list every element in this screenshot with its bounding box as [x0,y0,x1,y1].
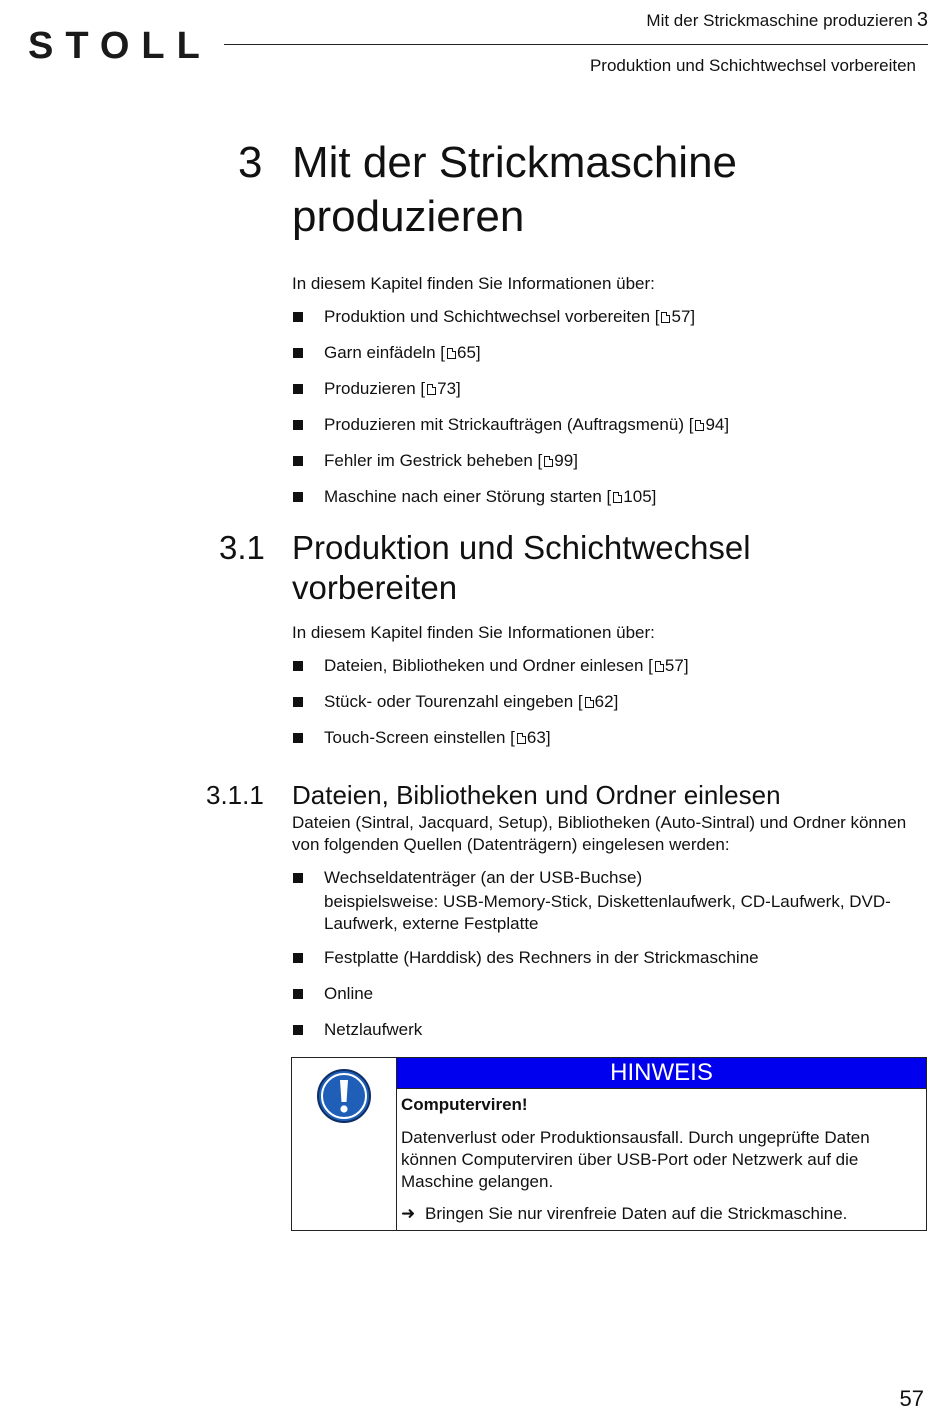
page-reference-icon [695,420,704,431]
bullet-square-icon [293,420,303,430]
running-header-chapter-title: Mit der Strickmaschine produzieren [646,11,913,30]
header-rule [224,44,928,45]
page-reference-icon [447,348,456,359]
notice-icon-cell [292,1058,397,1230]
page-reference-icon [427,384,436,395]
toc-link[interactable]: Produzieren mit Strickaufträgen (Auftragsmenü) [ 94] [292,413,912,449]
subsection-number: 3.1.1 [206,780,264,810]
bullet-square-icon [293,661,303,671]
running-header-chapter [646,8,928,33]
toc-link[interactable]: Produzieren [ 73] [292,377,912,413]
section-intro: In diesem Kapitel finden Sie Informationen über: [292,623,655,642]
page-reference-icon [585,697,594,708]
arrow-right-icon: ➜ [401,1204,416,1223]
list-item: Netzlaufwerk [292,1018,912,1054]
page-reference-icon [655,661,664,672]
list-item: Online [292,982,912,1018]
bullet-square-icon [293,312,303,322]
bullet-square-icon [293,873,303,883]
list-item: Festplatte (Harddisk) des Rechners in der Strickmaschine [292,946,912,982]
sources-list [292,866,912,1054]
list-item-detail: beispielsweise: USB-Memory-Stick, Diskettenlaufwerk, CD-Laufwerk, DVD-Laufwerk, externe Festplatte [324,892,891,933]
chapter-intro: In diesem Kapitel finden Sie Informationen über: [292,274,655,293]
notice-heading: HINWEIS [397,1058,926,1089]
stoll-logo: STOLL [28,25,212,67]
bullet-square-icon [293,456,303,466]
toc-link[interactable]: Touch-Screen einstellen [ 63] [292,726,912,762]
running-header-section: Produktion und Schichtwechsel vorbereiten [589,56,916,75]
toc-link[interactable]: Maschine nach einer Störung starten [ 105] [292,485,912,521]
running-header-chapter-number: 3 [916,9,928,31]
page-reference-icon [517,733,526,744]
toc-link[interactable]: Fehler im Gestrick beheben [ 99] [292,449,912,485]
page-number: 57 [899,1386,924,1411]
chapter-toc-list [292,305,912,521]
notice-description: Datenverlust oder Produktionsausfall. Durch ungeprüfte Daten können Computerviren über USB-Port oder Netzwerk auf die Maschine gelangen. [401,1128,870,1191]
page-reference-icon [544,456,553,467]
toc-link[interactable]: Stück- oder Tourenzahl eingeben [ 62] [292,690,912,726]
section-toc-list [292,654,912,762]
bullet-square-icon [293,1025,303,1035]
section-number: 3.1 [219,529,265,566]
bullet-square-icon [293,733,303,743]
notice-action [401,1203,916,1225]
section-title: Produktion und Schichtwechsel vorbereiten [292,529,751,606]
notice-box [291,1057,927,1231]
subsection-paragraph: Dateien (Sintral, Jacquard, Setup), Bibliotheken (Auto-Sintral) und Ordner können von folgenden Quellen (Datenträgern) eingelesen werden: [292,813,907,854]
notice-body [401,1094,916,1225]
list-item: Wechseldatenträger (an der USB-Buchse) beispielsweise: USB-Memory-Stick, Diskettenlaufwerk, CD-Laufwerk, DVD-Laufwerk, externe Festplatte [292,866,912,946]
notice-title: Computerviren! [401,1095,528,1114]
page-reference-icon [661,312,670,323]
toc-link[interactable]: Produktion und Schichtwechsel vorbereiten [ 57] [292,305,912,341]
bullet-square-icon [293,384,303,394]
toc-link[interactable]: Dateien, Bibliotheken und Ordner einlesen [ 57] [292,654,912,690]
bullet-square-icon [293,697,303,707]
chapter-title: Mit der Strickmaschine produzieren [292,138,738,241]
bullet-square-icon [293,953,303,963]
chapter-number: 3 [238,138,263,187]
subsection-title: Dateien, Bibliotheken und Ordner einlesen [292,780,781,810]
bullet-square-icon [293,348,303,358]
toc-link[interactable]: Garn einfädeln [ 65] [292,341,912,377]
notice-action-text: Bringen Sie nur virenfreie Daten auf die Strickmaschine. [425,1204,848,1223]
bullet-square-icon [293,492,303,502]
exclamation-icon [316,1068,372,1124]
page-reference-icon [613,492,622,503]
bullet-square-icon [293,989,303,999]
